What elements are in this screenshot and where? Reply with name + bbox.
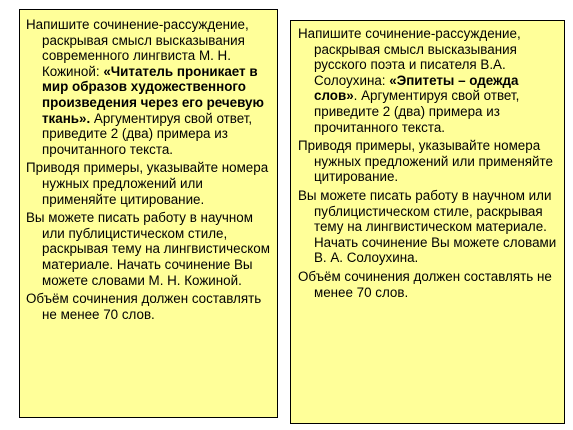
task-instruction [26,17,273,157]
essay-task-card-soloukhin [290,20,565,424]
task-instruction-first-line: Напишите сочинение-рассуждение, [298,26,521,41]
essay-task-card-kozhina [19,9,278,418]
length-instruction: Объём сочинения должен составлять не менее 70 слов. [26,291,262,322]
style-instruction: Вы можете писать работу в научном или публицистическом стиле, раскрывая тему на лингвистическом материале. Начать сочинение Вы можете словами В. А. Солоухина. [298,187,557,266]
quote-text: «Читатель проникает в мир образов художественного произведения через его речевую ткань». [42,63,264,126]
task-instruction-text-end: . Аргументируя свой ответ, приведите 2 (два) примера из прочитанного текста. [314,88,520,135]
examples-instruction: Приводя примеры, указывайте номера нужных предложений или применяйте цитирование. [26,160,269,207]
length-instruction: Объём сочинения должен составлять не менее 70 слов. [298,268,552,300]
quote-text: «Эпитеты – одежда слов» [314,72,519,104]
task-instruction-first-line: Напишите сочинение-рассуждение, [26,17,249,32]
task-instruction-text: раскрывая смысл высказывания русского поэта и писателя В.А. Солоухина: [314,41,517,88]
examples-instruction: Приводя примеры, указывайте номера нужных предложений или применяйте цитирование. [298,138,553,185]
task-instruction-text: раскрывая смысл высказывания современного лингвиста М. Н. Кожиной: [42,32,245,79]
style-instruction: Вы можете писать работу в научном или публицистическом стиле, раскрывая тему на лингвистическом материале. Начать сочинение Вы можете словами М. Н. Кожиной. [26,210,270,288]
task-instruction-text-end: Аргументируя свой ответ, приведите 2 (два) примера из прочитанного текста. [42,110,253,157]
task-instruction [298,26,560,135]
